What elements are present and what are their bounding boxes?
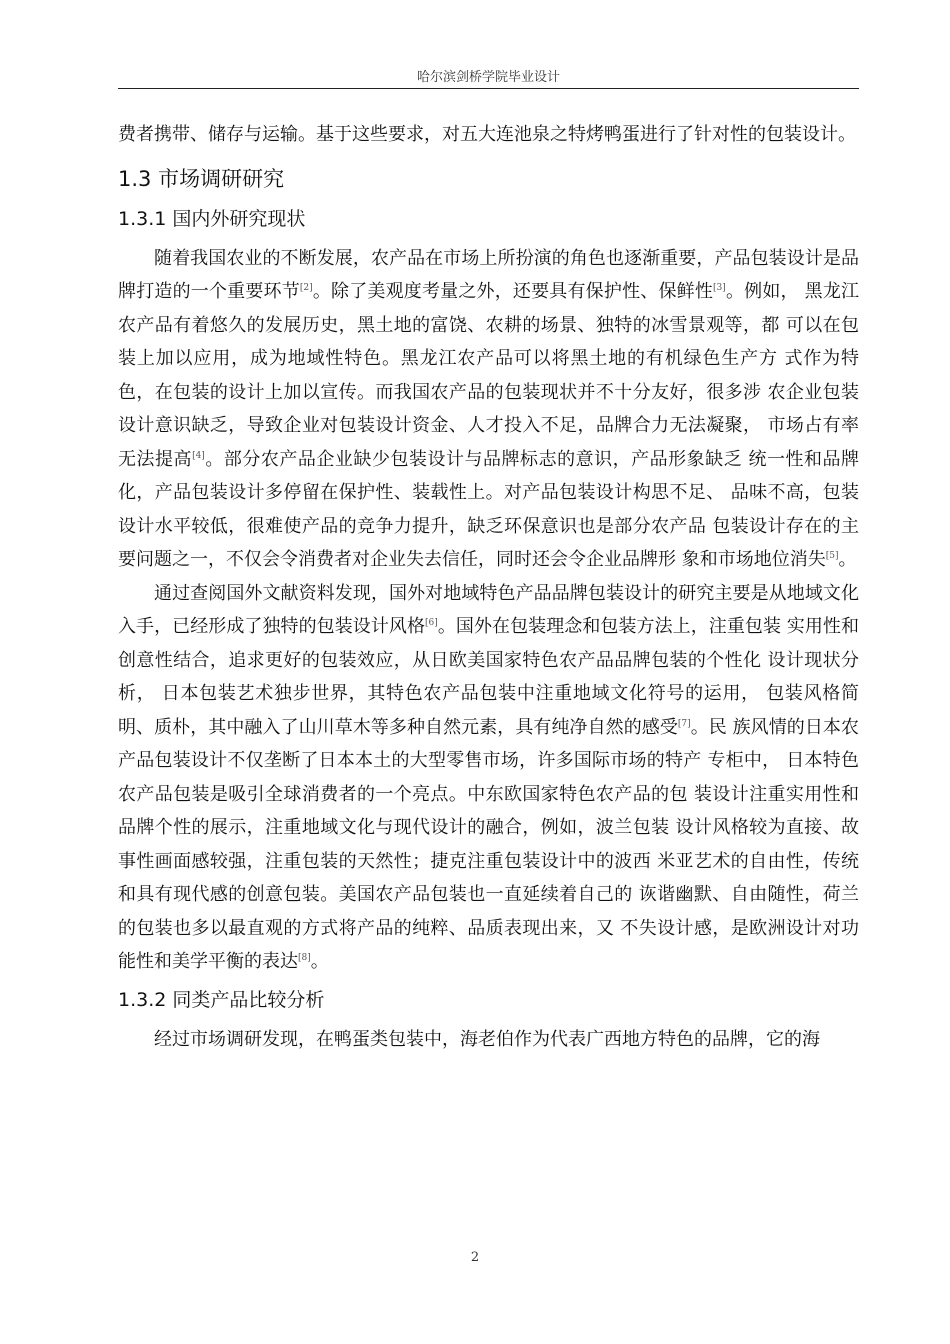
paragraph-continuation: 费者携带、储存与运输。基于这些要求，对五大连池泉之特烤鸭蛋进行了针对性的包装设计。 [118, 124, 856, 145]
text-run: 。 [310, 951, 329, 972]
section-heading-1-3-2: 1.3.2 同类产品比较分析 [118, 988, 325, 1011]
citation-ref: [3] [713, 283, 726, 293]
document-body [118, 118, 859, 1056]
header-rule [118, 88, 859, 89]
page-number: 2 [470, 1250, 480, 1265]
paragraph-product-comparison: 经过市场调研发现，在鸭蛋类包装中，海老伯作为代表广西地方特色的品牌，它的海 [154, 1028, 820, 1050]
section-heading-1-3-1: 1.3.1 国内外研究现状 [118, 207, 306, 230]
citation-ref: [2] [299, 283, 313, 293]
paragraph-foreign-research [118, 577, 859, 979]
citation-ref: [5] [825, 551, 839, 561]
text-run: 。民 族风情的日本农产品包装设计不仅垄断了日本本土的大型零售市场，许多国际市场的特产 专柜中， 日本特色农产品包装是吸引全球消费者的一个亮点。中东欧国家特色农产品的包 装设计注重实用性和品牌个性的展示，注重地域文化与现代设计的融合，例如，波兰包装 设计风格较为直接、故事性画面感较强，注重包装的天然性；捷克注重包装设计中的波西 米亚艺术的自由性，传统和具有现代感的创意包装。美国农产品包装也一直延续着自己的 诙谐幽默、自由随性，荷兰的包装也多以最直观的方式将产品的纯粹、品质表现出来，又 不失设计感，是欧洲设计对功能性和美学平衡的表达 [118, 716, 859, 972]
text-run: 。除了美观度考量之外，还要具有保护性、保鲜性 [312, 281, 714, 302]
page-header: 哈尔滨剑桥学院毕业设计 [416, 70, 560, 85]
citation-ref: [8] [298, 953, 311, 963]
section-heading-1-3: 1.3 市场调研研究 [118, 166, 285, 191]
citation-ref: [4] [192, 450, 205, 461]
text-run: 。国外在包装理念和包装方法上，注重包装 实用性和创意性结合，追求更好的包装效应，从日欧美国家特色农产品品牌包装的个性化 设计现状分析， 日本包装艺术独步世界，其特色农产品包装中注重地域文化符号的运用， 包装风格简明、质朴，其中融入了山川草木等多种自然元素，具有纯净自然的感受 [118, 616, 859, 738]
text-run: 通过查阅国外文献资料发现，国外对地域特色产品品牌包装设计的研究主要是从地域文化入手，已经形成了独特的包装设计风格 [118, 582, 859, 637]
paragraph-domestic-research [118, 242, 859, 577]
citation-ref: [6] [425, 618, 438, 628]
citation-ref: [7] [677, 718, 691, 729]
text-run: 随着我国农业的不断发展，农产品在市场上所扮演的角色也逐渐重要，产品包装设计是品牌打造的一个重要环节 [118, 247, 859, 302]
text-run: 。部分农产品企业缺少包装设计与品牌标志的意识，产品形象缺乏 统一性和品牌化，产品包装设计多停留在保护性、装载性上。对产品包装设计构思不足、 品味不高，包装设计水平较低，很难使产品的竞争力提升，缺乏环保意识也是部分农产品 包装设计存在的主要问题之一，不仅会令消费者对企业失去信任，同时还会令企业品牌形 象和市场地位消失 [118, 448, 860, 570]
text-run: 。例如， 黑龙江农产品有着悠久的发展历史，黑土地的富饶、农耕的场景、独特的冰雪景观等，都 可以在包装上加以应用，成为地域性特色。黑龙江农产品可以将黑土地的有机绿色生产方 式作为特色，在包装的设计上加以宣传。而我国农产品的包装现状并不十分友好，很多涉 农企业包装设计意识缺乏，导致企业对包装设计资金、人才投入不足，品牌合力无法凝聚， 市场占有率无法提高 [118, 281, 860, 470]
text-run: 。 [838, 549, 857, 570]
